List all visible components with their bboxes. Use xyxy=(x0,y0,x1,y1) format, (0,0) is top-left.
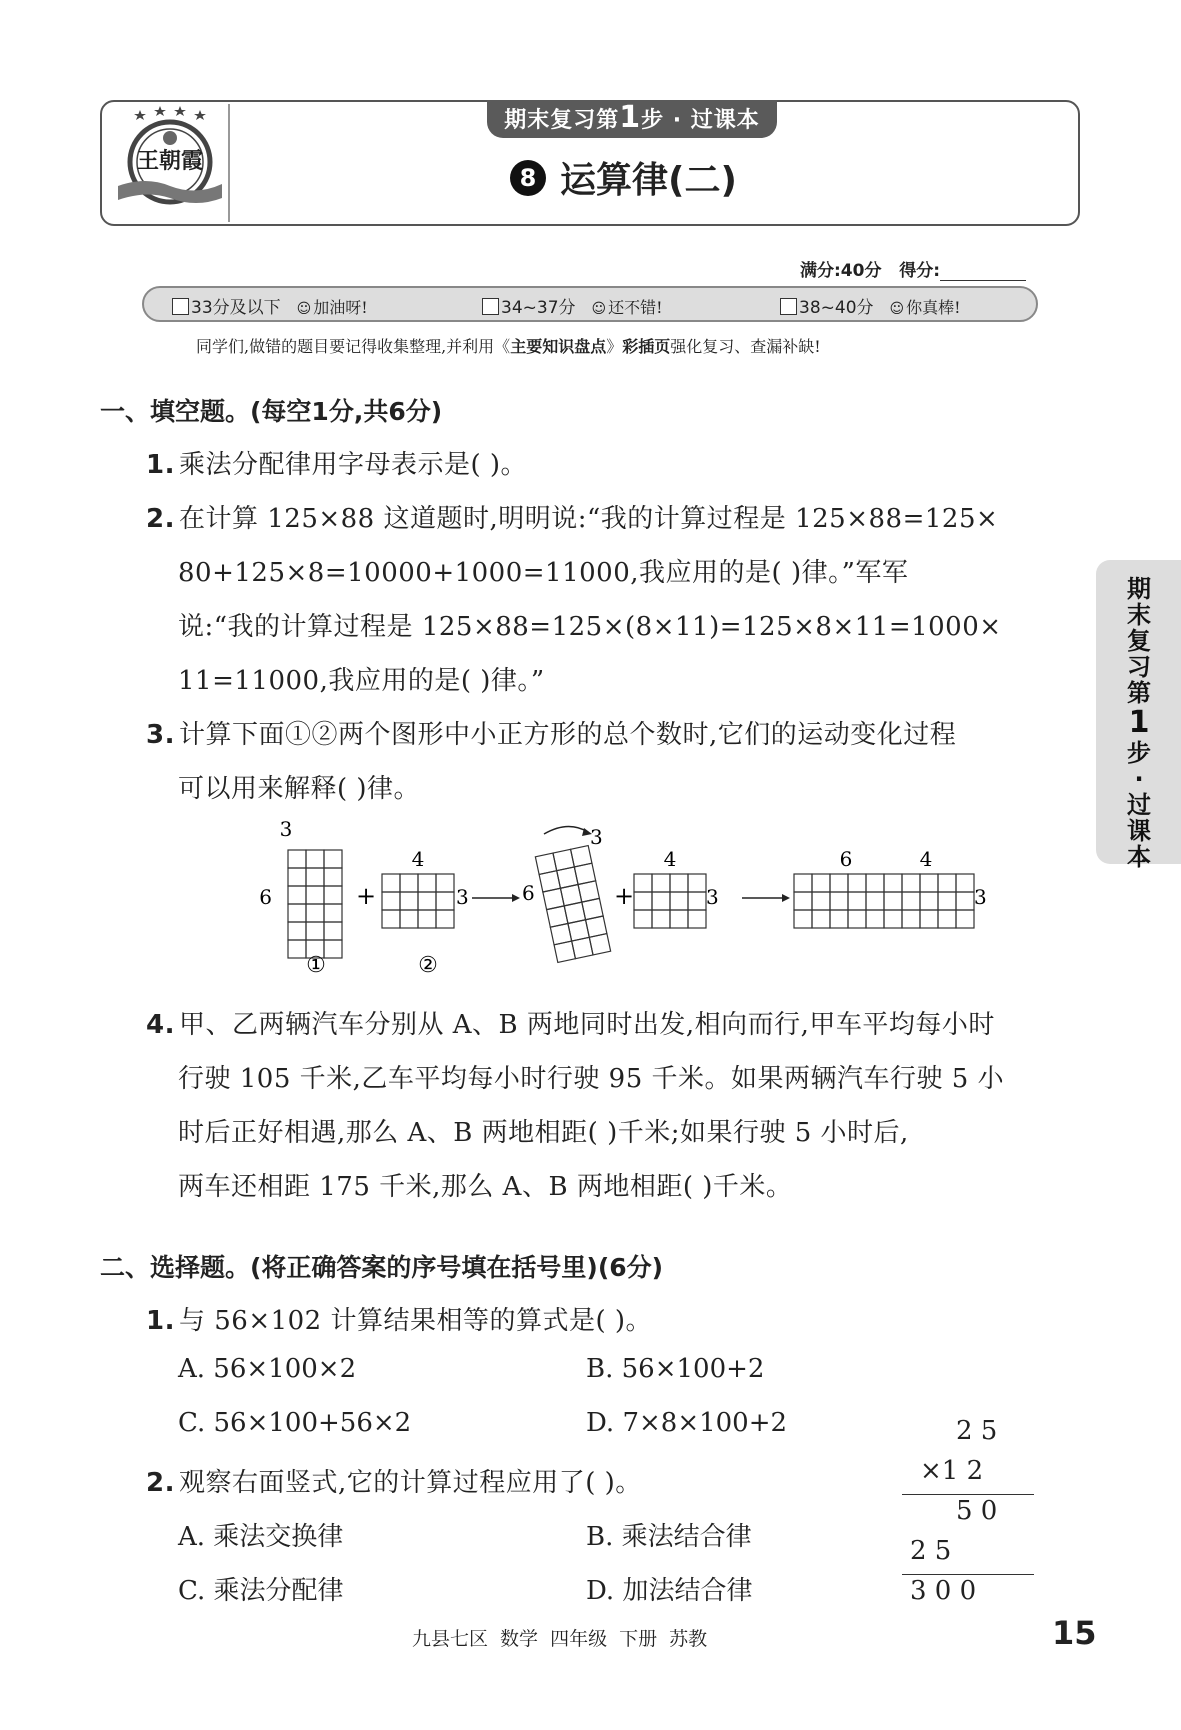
smile-face-icon: ☺ xyxy=(296,301,312,317)
grid-square xyxy=(436,910,454,928)
page-number: 15 xyxy=(1052,1614,1097,1652)
grid-square xyxy=(288,850,306,868)
question-1-2-line2: 80+125×8=10000+1000=11000,我应用的是( )律。”军军 xyxy=(178,558,909,588)
grid-square xyxy=(288,922,306,940)
grid-square xyxy=(794,874,812,892)
grid-square xyxy=(288,904,306,922)
rect2-circle-label: ② xyxy=(418,953,438,978)
grid-square xyxy=(634,910,652,928)
grid-square xyxy=(830,874,848,892)
vertical-row-5: 3 0 0 xyxy=(910,1576,977,1606)
rotated-top-label: 3 xyxy=(590,825,603,849)
grid-square xyxy=(306,886,324,904)
arrow-2-head xyxy=(782,894,790,902)
rating-low: 33分及以下 ☺ 加油呀! xyxy=(172,293,368,318)
grid-square xyxy=(400,910,418,928)
vertical-row-2: ×1 2 xyxy=(920,1456,984,1486)
logo-seal xyxy=(116,106,224,218)
grid-square xyxy=(794,892,812,910)
grid-square xyxy=(902,910,920,928)
grid-square xyxy=(436,874,454,892)
grid-square xyxy=(938,892,956,910)
combined-top-label-b: 4 xyxy=(919,847,933,871)
grid-square xyxy=(866,892,884,910)
rect-2-grid xyxy=(382,874,454,928)
grid-square xyxy=(324,886,342,904)
smile-face-icon: ☺ xyxy=(591,301,607,317)
combined-top-label-a: 6 xyxy=(839,847,853,871)
rating-checkbox[interactable] xyxy=(482,298,499,315)
grid-square xyxy=(324,940,342,958)
option-2-1-a: A. 56×100×2 xyxy=(178,1354,357,1384)
side-tab-text: 步 · 过 课 本 xyxy=(1127,739,1151,871)
grid-square xyxy=(812,910,830,928)
rect1-top-label: 3 xyxy=(279,820,293,841)
grid-square xyxy=(884,874,902,892)
grid-square xyxy=(866,910,884,928)
grid-square xyxy=(670,892,688,910)
grid-square xyxy=(794,910,812,928)
rating-bar xyxy=(142,286,1038,322)
lesson-number-badge: 8 xyxy=(510,160,546,196)
option-2-1-d: D. 7×8×100+2 xyxy=(586,1408,788,1438)
grid-square xyxy=(956,910,974,928)
section-1-title: 一、填空题。(每空1分,共6分) xyxy=(100,397,443,426)
question-1-3-line1: 3. 计算下面①②两个图形中小正方形的总个数时,它们的运动变化过程 xyxy=(146,720,957,750)
grid-square xyxy=(884,892,902,910)
grid-square xyxy=(306,922,324,940)
question-1-4-line4: 两车还相距 175 千米,那么 A、B 两地相距( )千米。 xyxy=(178,1172,793,1202)
grid-square xyxy=(324,868,342,886)
grid-square xyxy=(306,868,324,886)
rating-checkbox[interactable] xyxy=(172,298,189,315)
smile-face-icon: ☺ xyxy=(889,301,905,317)
score-line: 满分:40分 得分: xyxy=(800,256,1026,281)
header-tab: 期末复习第1步 · 过课本 xyxy=(487,100,777,138)
question-2-2: 2. 观察右面竖式,它的计算过程应用了( )。 xyxy=(146,1468,642,1498)
grid-square xyxy=(589,934,610,955)
vertical-row-3: 5 0 xyxy=(956,1496,998,1526)
option-2-2-a: A. 乘法交换律 xyxy=(178,1522,344,1552)
grid-square xyxy=(830,892,848,910)
grid-square xyxy=(848,874,866,892)
grid-square xyxy=(634,874,652,892)
grid-square xyxy=(652,910,670,928)
grid-square xyxy=(418,874,436,892)
combined-right-label: 3 xyxy=(974,885,987,909)
question-1-3-line2: 可以用来解释( )律。 xyxy=(178,774,421,804)
vertical-row-1: 2 5 xyxy=(956,1416,998,1446)
grid-square xyxy=(652,874,670,892)
grid-square xyxy=(288,886,306,904)
score-blank[interactable] xyxy=(940,262,1026,281)
vertical-row-4: 2 5 xyxy=(910,1536,952,1566)
grid-square xyxy=(688,892,706,910)
rating-checkbox[interactable] xyxy=(780,298,797,315)
grid-square xyxy=(920,874,938,892)
grid-square xyxy=(400,892,418,910)
grid-square xyxy=(418,892,436,910)
grid-square xyxy=(938,910,956,928)
grid-square xyxy=(812,892,830,910)
grid-square xyxy=(866,874,884,892)
grid-square xyxy=(902,874,920,892)
footer-info: 九县七区 数学 四年级 下册 苏教 xyxy=(412,1628,708,1650)
grid-square xyxy=(670,874,688,892)
plus-sign-2: + xyxy=(613,882,635,910)
grid-square xyxy=(884,910,902,928)
question-1-2-line3: 说:“我的计算过程是 125×88=125×(8×11)=125×8×11=1000× xyxy=(178,612,1002,642)
header-divider xyxy=(228,104,230,222)
grid-square xyxy=(382,910,400,928)
grid-square xyxy=(418,910,436,928)
option-2-2-d: D. 加法结合律 xyxy=(586,1576,753,1606)
rect4-top-label: 4 xyxy=(663,847,677,871)
option-2-2-c: C. 乘法分配律 xyxy=(178,1576,344,1606)
question-1-4-line3: 时后正好相遇,那么 A、B 两地相距( )千米;如果行驶 5 小时后, xyxy=(178,1118,909,1148)
grid-square xyxy=(812,874,830,892)
rating-mid: 34~37分 ☺ 还不错! xyxy=(482,293,663,318)
section-2-title: 二、选择题。(将正确答案的序号填在括号里)(6分) xyxy=(100,1253,664,1282)
vertical-rule-1 xyxy=(902,1494,1034,1495)
grid-square xyxy=(382,892,400,910)
side-tab: 期 末 复 习 第 1 步 · 过 课 本 xyxy=(1096,560,1181,864)
question-1-2-line4: 11=11000,我应用的是( )律。” xyxy=(178,666,545,696)
grid-square xyxy=(920,910,938,928)
option-2-2-b: B. 乘法结合律 xyxy=(586,1522,752,1552)
grid-square xyxy=(902,892,920,910)
rect1-left-label: 6 xyxy=(259,885,272,909)
grid-square xyxy=(400,874,418,892)
grid-square xyxy=(436,892,454,910)
rect2-right-label: 3 xyxy=(456,885,469,909)
svg-text:王朝霞: 王朝霞 xyxy=(136,148,204,174)
grid-square xyxy=(956,874,974,892)
rotate-arrow xyxy=(544,826,588,834)
rectangle-figure xyxy=(250,820,1010,990)
question-2-1: 1. 与 56×102 计算结果相等的算式是( )。 xyxy=(146,1306,653,1336)
grid-square xyxy=(306,850,324,868)
grid-square xyxy=(688,874,706,892)
grid-square xyxy=(324,922,342,940)
grid-square xyxy=(382,874,400,892)
grid-square xyxy=(306,904,324,922)
question-1-4-line2: 行驶 105 千米,乙车平均每小时行驶 95 千米。如果两辆汽车行驶 5 小 xyxy=(178,1064,1005,1094)
grid-square xyxy=(938,874,956,892)
vertical-rule-2 xyxy=(902,1574,1034,1575)
grid-square xyxy=(830,910,848,928)
grid-square xyxy=(288,868,306,886)
grid-square xyxy=(652,892,670,910)
question-1-4-line1: 4. 甲、乙两辆汽车分别从 A、B 两地同时出发,相向而行,甲车平均每小时 xyxy=(146,1010,995,1040)
rect2-top-label: 4 xyxy=(411,847,425,871)
option-2-1-b: B. 56×100+2 xyxy=(586,1354,765,1384)
grid-square xyxy=(920,892,938,910)
rect1-circle-label: ① xyxy=(306,953,326,978)
question-1-2-line1: 2. 在计算 125×88 这道题时,明明说:“我的计算过程是 125×88=125× xyxy=(146,504,999,534)
grid-square xyxy=(848,892,866,910)
side-tab-text: 期 末 复 习 第 xyxy=(1127,575,1151,707)
grid-square xyxy=(634,892,652,910)
question-1-1: 1. 乘法分配律用字母表示是( )。 xyxy=(146,450,528,480)
combined-rect-grid xyxy=(794,874,974,928)
lesson-title: 8 运算律(二) xyxy=(510,152,737,202)
study-note: 同学们,做错的题目要记得收集整理,并利用《主要知识盘点》彩插页强化复习、查漏补缺! xyxy=(196,337,821,356)
grid-square xyxy=(848,910,866,928)
rotated-rect-grid xyxy=(535,846,610,963)
rect-4-grid xyxy=(634,874,706,928)
rating-high: 38~40分 ☺ 你真棒! xyxy=(780,293,961,318)
grid-square xyxy=(324,850,342,868)
rotated-left-label: 6 xyxy=(522,881,535,905)
grid-square xyxy=(670,910,688,928)
grid-square xyxy=(956,892,974,910)
rect-1-grid xyxy=(288,850,342,958)
arrow-1-head xyxy=(512,894,520,902)
rect4-right-label: 3 xyxy=(706,885,719,909)
plus-sign-1: + xyxy=(355,882,377,910)
grid-square xyxy=(288,940,306,958)
option-2-1-c: C. 56×100+56×2 xyxy=(178,1408,412,1438)
grid-square xyxy=(688,910,706,928)
grid-square xyxy=(324,904,342,922)
